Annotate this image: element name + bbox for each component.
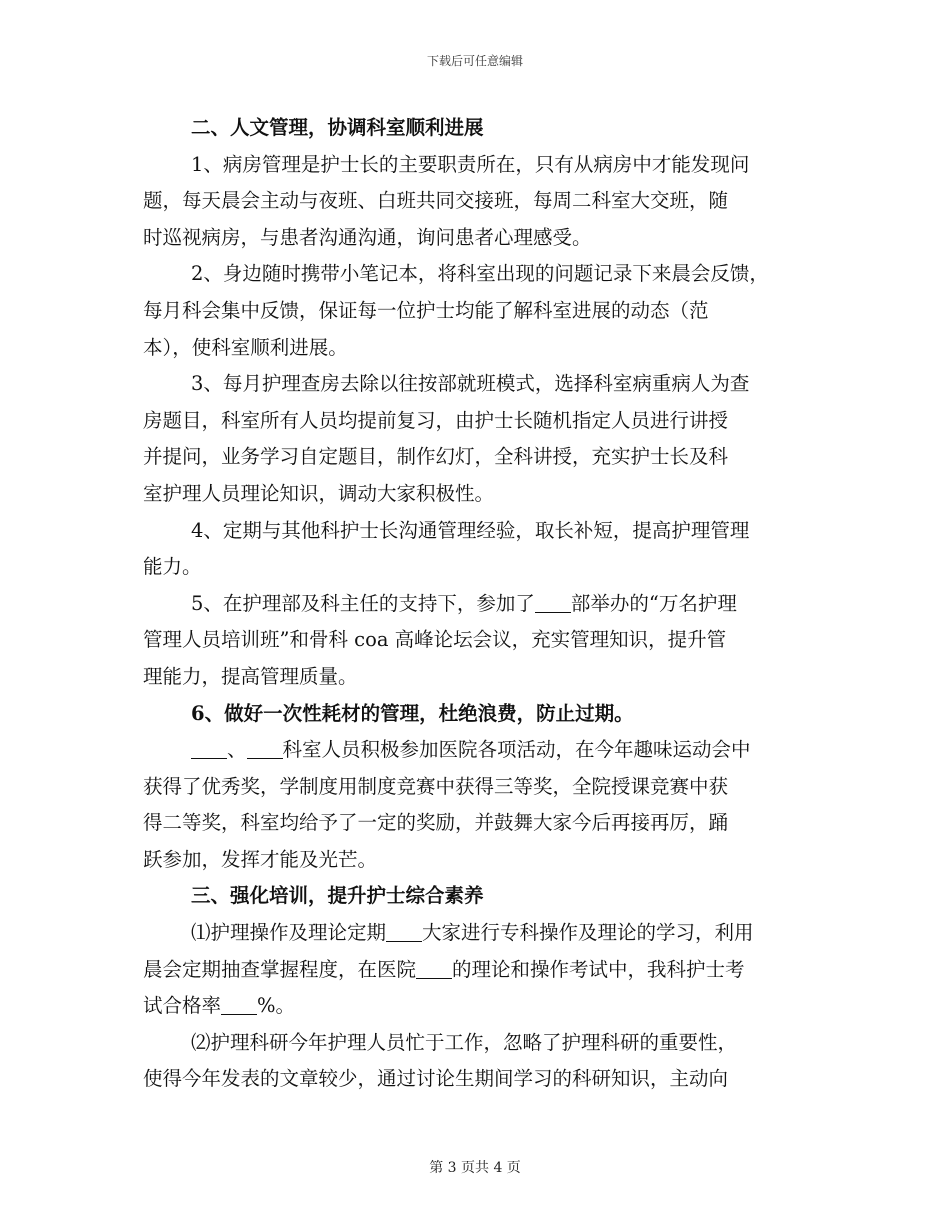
subsection-heading: 6、做好一次性耗材的管理，杜绝浪费，防止过期。 xyxy=(191,701,634,725)
fill-in-blank xyxy=(221,994,257,1015)
text-segment: 科室人员积极参加医院各项活动，在今年趣味运动会中 xyxy=(282,738,751,762)
paragraph-line: 管理人员培训班”和骨科 coa 高峰论坛会议，充实管理知识，提升管 xyxy=(143,628,727,652)
section-heading-3: 三、强化培训，提升护士综合素养 xyxy=(191,884,484,908)
paragraph-line: 2、身边随时携带小笔记本，将科室出现的问题记录下来晨会反馈， xyxy=(191,262,769,286)
paragraph-line xyxy=(143,586,815,623)
paragraph-line: 时巡视病房，与患者沟通沟通，询问患者心理感受。 xyxy=(143,225,592,249)
page-header: 下载后可任意编辑 xyxy=(426,54,523,68)
paragraph-line: 理能力，提高管理质量。 xyxy=(143,664,358,688)
fill-in-blank xyxy=(535,592,571,613)
paragraph-line: 使得今年发表的文章较少，通过讨论生期间学习的科研知识，主动向 xyxy=(143,1067,729,1091)
text-segment: 晨会定期抽查掌握程度，在医院 xyxy=(143,957,417,981)
paragraph-line: ⑵护理科研今年护理人员忙于工作，忽略了护理科研的重要性， xyxy=(191,1030,738,1054)
text-segment: 、 xyxy=(227,738,247,762)
fill-in-blank xyxy=(416,958,452,979)
fill-in-blank xyxy=(247,738,283,759)
text-segment: ⑴护理操作及理论定期 xyxy=(191,921,387,945)
fill-in-blank xyxy=(386,921,422,942)
text-segment: 5、在护理部及科主任的支持下，参加了 xyxy=(191,591,535,615)
paragraph-line: 本），使科室顺利进展。 xyxy=(143,335,348,359)
paragraph-line xyxy=(143,915,815,952)
text-segment: %。 xyxy=(257,994,296,1018)
section-heading-2: 二、人文管理，协调科室顺利进展 xyxy=(191,116,484,139)
paragraph-line xyxy=(143,988,815,1025)
text-segment: 部举办的“万名护理 xyxy=(570,591,737,615)
paragraph-line: 1、病房管理是护士长的主要职责所在，只有从病房中才能发现问 xyxy=(191,152,750,176)
paragraph-line: 室护理人员理论知识，调动大家积极性。 xyxy=(143,481,495,505)
paragraph-line: 房题目，科室所有人员均提前复习，由护士长随机指定人员进行讲授 xyxy=(143,408,729,432)
paragraph-line xyxy=(143,952,815,989)
paragraph-line: 每月科会集中反馈，保证每一位护士均能了解科室进展的动态（范 xyxy=(143,298,709,322)
paragraph-line: 跃参加，发挥才能及光芒。 xyxy=(143,847,378,871)
text-segment: 的理论和操作考试中，我科护士考 xyxy=(452,957,745,981)
paragraph-line xyxy=(143,732,815,769)
paragraph-line: 获得了优秀奖，学制度用制度竞赛中获得三等奖，全院授课竞赛中获 xyxy=(143,774,729,798)
paragraph-line: 3、每月护理查房去除以往按部就班模式，选择科室病重病人为查 xyxy=(191,372,750,396)
text-segment: 大家进行专科操作及理论的学习，利用 xyxy=(422,921,754,945)
paragraph-line: 4、定期与其他科护士长沟通管理经验，取长补短，提高护理管理 xyxy=(191,518,750,542)
paragraph-line: 题，每天晨会主动与夜班、白班共同交接班，每周二科室大交班，随 xyxy=(143,189,729,213)
page-footer: 第 3 页共 4 页 xyxy=(429,1160,521,1176)
fill-in-blank xyxy=(191,738,227,759)
text-segment: 试合格率 xyxy=(143,994,222,1018)
paragraph-line: 得二等奖，科室均给予了一定的奖励，并鼓舞大家今后再接再厉，踊 xyxy=(143,811,729,835)
document-body xyxy=(143,110,815,1098)
paragraph-line: 能力。 xyxy=(143,555,202,579)
paragraph-line: 并提问，业务学习自定题目，制作幻灯，全科讲授，充实护士长及科 xyxy=(143,445,729,469)
